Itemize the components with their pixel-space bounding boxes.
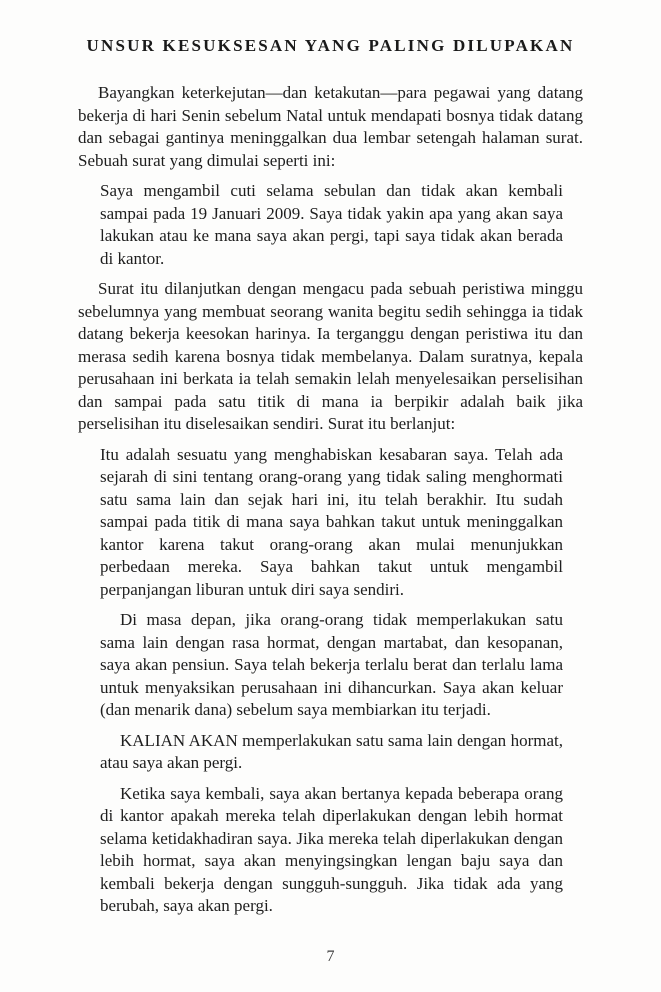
letter-quote-paragraph: Di masa depan, jika orang-orang tidak memperlakukan satu sama lain dengan rasa hormat, dengan martabat, dan kesopanan, saya akan pensiun. Saya telah bekerja terlalu berat dan terlalu lama untuk menyaksikan perusahaan ini dihancurkan. Saya akan keluar (dan menarik dana) sebelum saya membiarkan itu terjadi. — [100, 610, 563, 719]
letter-quote-paragraph: Ketika saya kembali, saya akan bertanya kepada beberapa orang di kantor apakah mereka telah diperlakukan dengan lebih hormat selama ketidakhadiran saya. Jika mereka telah diperlakukan dengan lebih hormat, saya akan menyingsingkan lengan baju saya dan kembali bekerja dengan sungguh-sungguh. Jika tidak ada yang berubah, saya akan pergi. — [100, 783, 563, 915]
chapter-title: UNSUR KESUKSESAN YANG PALING DILUPAKAN — [86, 36, 575, 55]
body-paragraph: Bayangkan keterkejutan—dan ketakutan—para pegawai yang datang bekerja di hari Senin sebelum Natal untuk mendapati bosnya tidak datang dan sebagai gantinya meninggalkan dua lembar setengah halaman surat. Sebuah surat yang dimulai seperti ini: — [78, 83, 583, 170]
letter-quote-paragraph: Itu adalah sesuatu yang menghabiskan kesabaran saya. Telah ada sejarah di sini tentang orang-orang yang tidak saling menghormati satu sama lain dan sejak hari ini, itu telah berakhir. Itu sudah sampai pada titik di mana saya bahkan takut untuk meninggalkan kantor karena takut orang-orang akan mulai menunjukkan perbedaan mereka. Saya bahkan takut untuk mengambil perpanjangan liburan untuk diri saya sendiri. — [100, 444, 563, 599]
letter-quote-paragraph: Saya mengambil cuti selama sebulan dan tidak akan kembali sampai pada 19 Januari 2009. Saya tidak yakin apa yang akan saya lakukan atau ke mana saya akan pergi, tapi saya tidak akan berada di kantor. — [100, 181, 563, 268]
body-paragraph: Surat itu dilanjutkan dengan mengacu pada sebuah peristiwa minggu sebelumnya yang membuat seorang wanita begitu sedih sehingga ia tidak datang bekerja keesokan harinya. Ia terganggu dengan peristiwa itu dan merasa sedih karena bosnya tidak membelanya. Dalam suratnya, kepala perusahaan ini berkata ia telah semakin lelah menyelesaikan perselisihan dan sampai pada satu titik di mana ia berpikir adalah baik jika perselisihan itu diselesaikan sendiri. Surat itu berlanjut: — [78, 279, 583, 433]
letter-quote-paragraph: KALIAN AKAN memperlakukan satu sama lain dengan hormat, atau saya akan pergi. — [100, 730, 563, 772]
page-number: 7 — [326, 948, 335, 965]
